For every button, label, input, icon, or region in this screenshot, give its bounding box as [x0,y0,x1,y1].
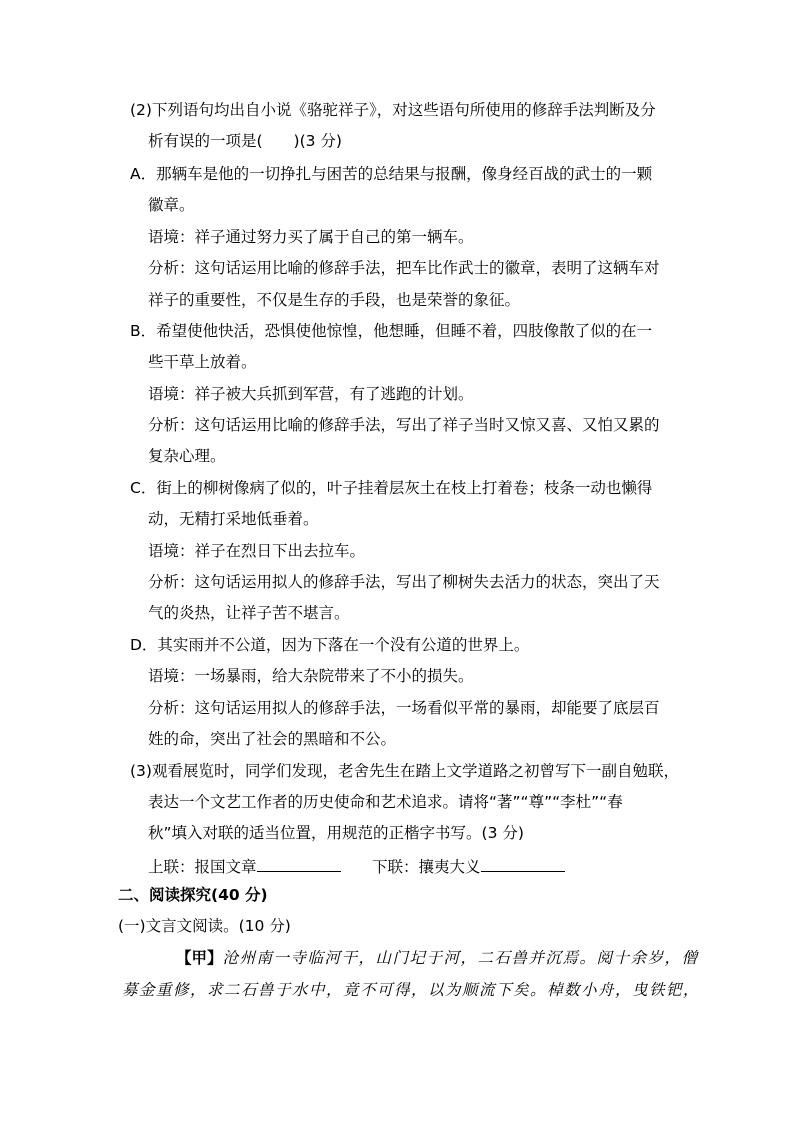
option-b-context: 语境：祥子被大兵抓到军营，有了逃跑的计划。 [148,385,474,403]
couplet-lower-blank[interactable] [481,855,565,872]
option-d-text-1: D．其实雨并不公道，因为下落在一个没有公道的世界上。 [130,636,530,654]
option-c-context: 语境：祥子在烈日下出去拉车。 [148,542,366,560]
option-b-analysis-1: 分析：这句话运用比喻的修辞手法，写出了祥子当时又惊又喜、又怕又累的 [148,416,660,434]
passage-line-1 [176,948,699,968]
couplet-upper-label: 上联：报国文章 [148,858,257,876]
option-a-analysis-1: 分析：这句话运用比喻的修辞手法，把车比作武士的徽章，表明了这辆车对 [148,259,660,277]
passage-text-1: 沧州南一寺临河干，山门圮于河，二石兽并沉焉。阅十余岁，僧 [222,949,699,967]
couplet-upper [148,855,341,877]
option-c-text-2: 动，无精打采地低垂着。 [148,510,319,528]
passage-line-2: 募金重修，求二石兽于水中，竟不可得，以为顺流下矣。棹数小舟，曳铁钯， [122,981,701,999]
question-3-line-1: (3)观看展览时，同学们发现，老舍先生在踏上文学道路之初曾写下一副自勉联， [130,762,679,780]
option-a-analysis-2: 祥子的重要性，不仅是生存的手段，也是荣誉的象征。 [148,291,521,309]
passage-tag: 【甲】 [176,949,223,967]
couplet-lower-label: 下联：攘夷大义 [372,858,481,876]
option-a-text-2: 徽章。 [148,196,195,214]
question-2-line-2: 析有误的一项是( )(3 分) [148,132,342,150]
section-2-title: 二、阅读探究(40 分) [118,886,268,904]
section-2-sub-1: (一)文言文阅读。(10 分) [118,917,291,935]
question-3-line-2: 表达一个文艺工作者的历史使命和艺术追求。请将“著”“尊”“李杜”“春 [148,793,623,811]
option-d-analysis-1: 分析：这句话运用拟人的修辞手法，一场看似平常的暴雨，却能要了底层百 [148,699,660,717]
option-c-analysis-2: 气的炎热，让祥子苦不堪言。 [148,604,350,622]
option-d-context: 语境：一场暴雨，给大杂院带来了不小的损失。 [148,667,474,685]
option-b-text-2: 些干草上放着。 [148,353,257,371]
option-b-text-1: B．希望使他快活，恐惧使他惊惶，他想睡，但睡不着，四肢像散了似的在一 [130,322,653,340]
option-c-text-1: C．街上的柳树像病了似的，叶子挂着层灰土在枝上打着卷；枝条一动也懒得 [130,479,653,497]
option-b-analysis-2: 复杂心理。 [148,447,226,465]
question-2-line-1: (2)下列语句均出自小说《骆驼祥子》，对这些语句所使用的修辞手法判断及分 [130,101,656,119]
couplet-lower [372,855,565,877]
couplet-upper-blank[interactable] [257,855,341,872]
option-a-text-1: A．那辆车是他的一切挣扎与困苦的总结果与报酬，像身经百战的武士的一颗 [130,165,653,183]
option-a-context: 语境：祥子通过努力买了属于自己的第一辆车。 [148,228,474,246]
option-c-analysis-1: 分析：这句话运用拟人的修辞手法，写出了柳树失去活力的状态，突出了天 [148,573,660,591]
question-3-line-3: 秋”填入对联的适当位置，用规范的正楷字书写。(3 分) [148,824,524,842]
option-d-analysis-2: 姓的命，突出了社会的黑暗和不公。 [148,730,397,748]
